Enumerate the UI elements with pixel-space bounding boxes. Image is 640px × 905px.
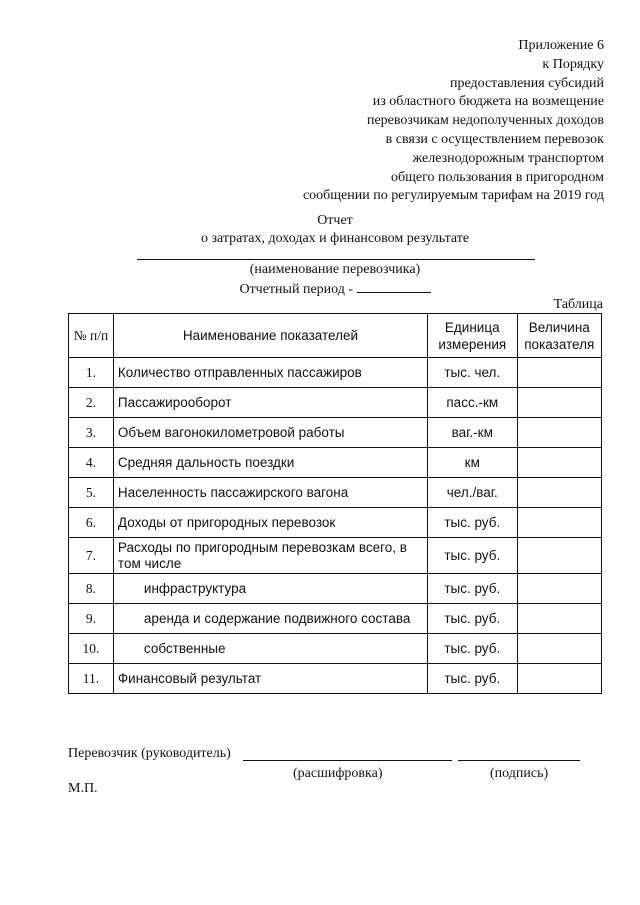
row-unit: км bbox=[427, 448, 517, 478]
row-name: Средняя дальность поездки bbox=[113, 448, 427, 478]
table-row bbox=[69, 478, 602, 508]
row-unit: тыс. руб. bbox=[427, 574, 517, 604]
row-value[interactable] bbox=[517, 388, 601, 418]
table-row bbox=[69, 388, 602, 418]
signature-block bbox=[68, 746, 231, 762]
header-line: сообщении по регулируемым тарифам на 2019 год bbox=[302, 188, 604, 204]
row-value[interactable] bbox=[517, 508, 601, 538]
row-name: Расходы по пригородным перевозкам всего, в том числе bbox=[113, 538, 427, 574]
row-value[interactable] bbox=[517, 574, 601, 604]
row-value[interactable] bbox=[517, 478, 601, 508]
row-num: 2. bbox=[69, 388, 114, 418]
table-row bbox=[69, 538, 602, 574]
appendix-header bbox=[303, 37, 604, 206]
row-name: Объем вагонокилометровой работы bbox=[113, 418, 427, 448]
header-line: железнодорожным транспортом bbox=[412, 150, 604, 166]
header-line: к Порядку bbox=[542, 56, 604, 72]
row-name: собственные bbox=[113, 634, 427, 664]
row-num: 11. bbox=[69, 664, 114, 694]
row-value[interactable] bbox=[517, 418, 601, 448]
row-name: Населенность пассажирского вагона bbox=[113, 478, 427, 508]
header-line: в связи с осуществлением перевозок bbox=[385, 131, 604, 147]
row-num: 7. bbox=[69, 538, 114, 574]
table-row bbox=[69, 574, 602, 604]
carrier-caption: (наименование перевозчика) bbox=[249, 262, 421, 277]
row-unit: тыс. чел. bbox=[427, 358, 517, 388]
table-row bbox=[69, 664, 602, 694]
row-num: 10. bbox=[69, 634, 114, 664]
header-line: Приложение 6 bbox=[518, 38, 604, 53]
signature-label: Перевозчик (руководитель) bbox=[68, 746, 231, 761]
row-name: Количество отправленных пассажиров bbox=[113, 358, 427, 388]
header-line: предоставления субсидий bbox=[449, 75, 604, 91]
stamp-place: М.П. bbox=[68, 781, 98, 796]
table-row bbox=[69, 358, 602, 388]
row-unit: тыс. руб. bbox=[427, 508, 517, 538]
header-value: Величина показателя bbox=[517, 314, 601, 358]
row-unit: тыс. руб. bbox=[427, 664, 517, 694]
row-num: 3. bbox=[69, 418, 114, 448]
header-unit: Единица измерения bbox=[427, 314, 517, 358]
row-name: Финансовый результат bbox=[113, 664, 427, 694]
row-value[interactable] bbox=[517, 664, 601, 694]
row-unit: чел./ваг. bbox=[427, 478, 517, 508]
header-line: из областного бюджета на возмещение bbox=[372, 94, 604, 110]
period-blank bbox=[357, 280, 431, 293]
row-unit: ваг.-км bbox=[427, 418, 517, 448]
table-row bbox=[69, 418, 602, 448]
sign-line bbox=[458, 760, 580, 761]
header-num: № п/п bbox=[69, 314, 114, 358]
table-row bbox=[69, 604, 602, 634]
row-num: 4. bbox=[69, 448, 114, 478]
row-name: аренда и содержание подвижного состава bbox=[113, 604, 427, 634]
table-header-row bbox=[69, 314, 602, 358]
row-num: 9. bbox=[69, 604, 114, 634]
carrier-name-line bbox=[137, 259, 535, 260]
header-name: Наименование показателей bbox=[113, 314, 427, 358]
row-unit: тыс. руб. bbox=[427, 538, 517, 574]
row-name: Доходы от пригородных перевозок bbox=[113, 508, 427, 538]
table-row bbox=[69, 448, 602, 478]
row-value[interactable] bbox=[517, 358, 601, 388]
row-num: 8. bbox=[69, 574, 114, 604]
row-unit: пасс.-км bbox=[427, 388, 517, 418]
row-unit: тыс. руб. bbox=[427, 604, 517, 634]
row-name: Пассажирооборот bbox=[113, 388, 427, 418]
row-value[interactable] bbox=[517, 634, 601, 664]
report-table bbox=[68, 313, 602, 694]
reporting-period bbox=[0, 280, 640, 298]
row-num: 6. bbox=[69, 508, 114, 538]
row-value[interactable] bbox=[517, 538, 601, 574]
table-row bbox=[69, 508, 602, 538]
header-line: общего пользования в пригородном bbox=[391, 169, 604, 185]
table-label: Таблица bbox=[553, 297, 603, 312]
period-label: Отчетный период - bbox=[239, 282, 354, 297]
table-row bbox=[69, 634, 602, 664]
sign-caption: (подпись) bbox=[490, 766, 549, 781]
header-line: перевозчикам недополученных доходов bbox=[366, 113, 604, 129]
report-title-line2: о затратах, доходах и финансовом результате bbox=[200, 231, 470, 246]
row-value[interactable] bbox=[517, 448, 601, 478]
decoding-line bbox=[243, 760, 452, 761]
row-name: инфраструктура bbox=[113, 574, 427, 604]
decoding-caption: (расшифровка) bbox=[293, 766, 383, 781]
row-num: 1. bbox=[69, 358, 114, 388]
report-title-line1: Отчет bbox=[317, 213, 353, 228]
report-title bbox=[0, 212, 640, 248]
row-value[interactable] bbox=[517, 604, 601, 634]
row-num: 5. bbox=[69, 478, 114, 508]
row-unit: тыс. руб. bbox=[427, 634, 517, 664]
